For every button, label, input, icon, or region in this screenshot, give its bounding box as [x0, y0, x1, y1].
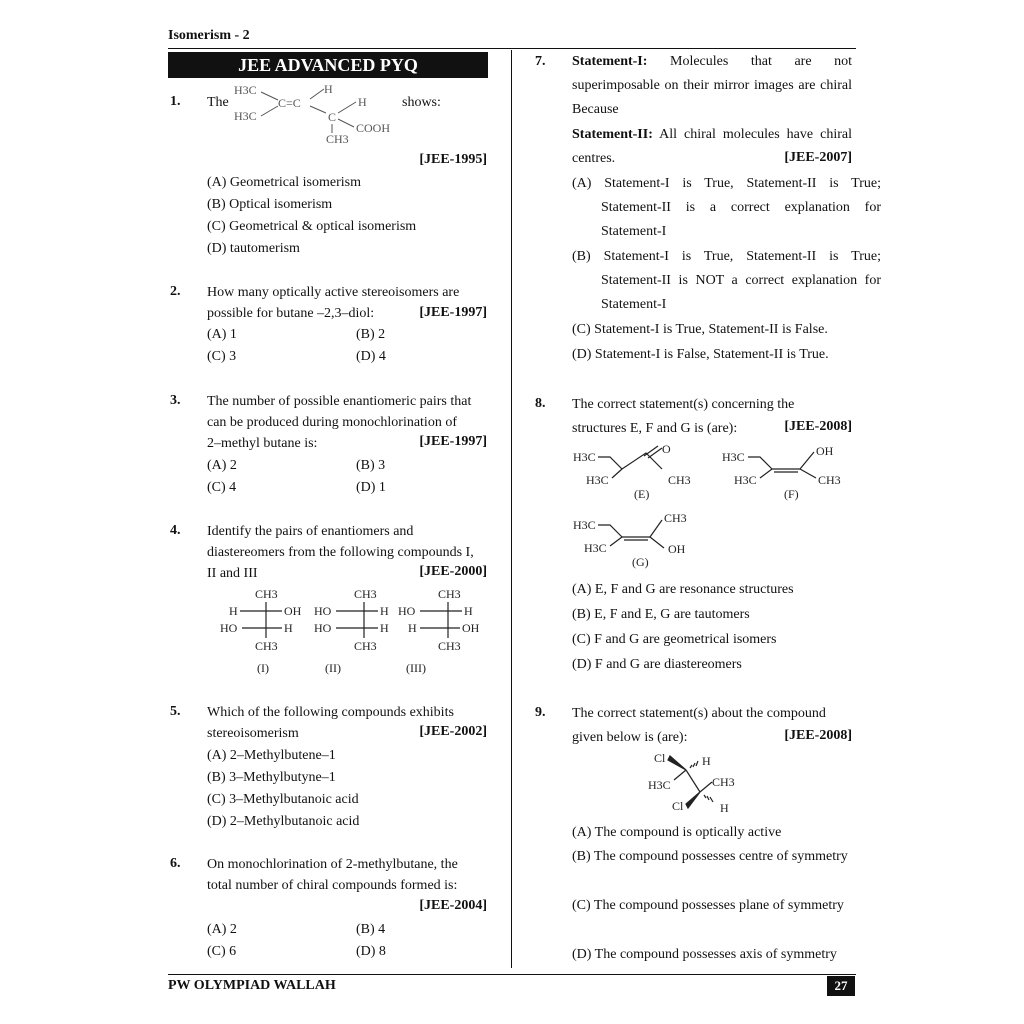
- question-source: [JEE-2004]: [419, 898, 487, 913]
- question-text-line: How many optically active stereoisomers are: [207, 285, 460, 300]
- question-number: 9.: [535, 705, 546, 720]
- q1-structure-diagram: [228, 80, 408, 150]
- option: (C) F and G are geometrical isomers: [572, 632, 777, 647]
- question-source: [JEE-2008]: [784, 419, 852, 434]
- q1-label: CH3: [326, 132, 349, 146]
- question-number: 5.: [170, 704, 181, 719]
- fischer-label: CH3: [255, 587, 278, 601]
- question-text-line: possible for butane –2,3–diol:: [207, 306, 375, 321]
- q1-lead-text: The: [207, 95, 229, 110]
- structure-E-label: O: [662, 442, 671, 456]
- fischer-label: OH: [284, 604, 302, 618]
- fischer-label: H: [229, 604, 238, 618]
- q9-label: CH3: [712, 775, 735, 789]
- q4-fischer-projections: [212, 584, 502, 679]
- question-number: 1.: [170, 94, 181, 109]
- option: (B) 2: [356, 327, 386, 342]
- footer-publisher: PW OLYMPIAD WALLAH: [168, 978, 336, 993]
- page-number: 27: [827, 976, 855, 996]
- structure-G-label: H3C: [573, 518, 596, 532]
- option: (D) Statement-I is False, Statement-II is True.: [572, 347, 829, 362]
- structure-E-name: (E): [634, 487, 650, 501]
- fischer-label: HO: [398, 604, 416, 618]
- structure-E-label: H3C: [586, 473, 609, 487]
- option: (C) 3–Methylbutanoic acid: [207, 792, 359, 807]
- structure-E-label: CH3: [668, 473, 691, 487]
- option: (B) E, F and E, G are tautomers: [572, 607, 750, 622]
- structure-G-label: H3C: [584, 541, 607, 555]
- question-text-line: stereoisomerism: [207, 726, 299, 741]
- fischer-label: CH3: [438, 639, 461, 653]
- q9-label: Cl: [654, 751, 666, 765]
- q7-statement-1: [572, 50, 852, 122]
- q1-label: COOH: [356, 121, 391, 135]
- option: (D) tautomerism: [207, 241, 300, 256]
- fischer-label: (I): [257, 661, 269, 675]
- option: (D) 4: [356, 349, 386, 364]
- question-text-line: given below is (are):: [572, 730, 688, 745]
- structure-E-label: H3C: [573, 450, 596, 464]
- option: (A) 2–Methylbutene–1: [207, 748, 336, 763]
- fischer-label: HO: [314, 621, 332, 635]
- question-source: [JEE-1997]: [419, 305, 487, 320]
- option: (C) 3: [207, 349, 237, 364]
- q8-structures-diagram: [568, 440, 858, 570]
- question-text-line: Identify the pairs of enantiomers and: [207, 524, 414, 539]
- chapter-header: Isomerism - 2: [168, 28, 250, 43]
- question-text-line: The correct statement(s) concerning the: [572, 397, 795, 412]
- option: (A) 2: [207, 458, 237, 473]
- section-title: JEE ADVANCED PYQ: [168, 52, 488, 78]
- fischer-label: HO: [220, 621, 238, 635]
- fischer-label: H: [380, 604, 389, 618]
- option: (B) 4: [356, 922, 386, 937]
- option: (B) 3: [356, 458, 386, 473]
- question-source: [JEE-1995]: [419, 152, 487, 167]
- option: (D) 1: [356, 480, 386, 495]
- fischer-label: CH3: [354, 587, 377, 601]
- question-number: 4.: [170, 523, 181, 538]
- question-number: 6.: [170, 856, 181, 871]
- fischer-label: H: [408, 621, 417, 635]
- question-text-line: On monochlorination of 2-methylbutane, the: [207, 857, 458, 872]
- structure-F-label: OH: [816, 444, 834, 458]
- fischer-label: CH3: [255, 639, 278, 653]
- fischer-label: OH: [462, 621, 480, 635]
- q1-tail-text: shows:: [402, 95, 441, 110]
- question-source: [JEE-2002]: [419, 724, 487, 739]
- header-rule: [168, 48, 856, 49]
- q1-label: H3C: [234, 83, 257, 97]
- structure-F-label: CH3: [818, 473, 841, 487]
- question-text-line: Which of the following compounds exhibits: [207, 705, 454, 720]
- option: (C) 6: [207, 944, 237, 959]
- option: (B) Statement-I is True, Statement-II is True; Statement-II is NOT a correct explanation for Statement-I: [572, 249, 881, 312]
- option: (A) The compound is optically active: [572, 825, 782, 840]
- option: (D) F and G are diastereomers: [572, 657, 742, 672]
- option: (A) Statement-I is True, Statement-II is True; Statement-II is a correct explanation for Statement-I: [572, 176, 881, 239]
- fischer-label: H: [464, 604, 473, 618]
- question-number: 7.: [535, 54, 546, 69]
- structure-F-label: H3C: [722, 450, 745, 464]
- fischer-label: (II): [325, 661, 341, 675]
- question-text-line: diastereomers from the following compounds I,: [207, 545, 474, 560]
- q9-label: H: [702, 754, 711, 768]
- option: (C) Statement-I is True, Statement-II is False.: [572, 322, 828, 337]
- option: (C) The compound possesses plane of symmetry: [572, 898, 844, 913]
- option: (C) 4: [207, 480, 237, 495]
- q9-label: H3C: [648, 778, 671, 792]
- question-text-line: The number of possible enantiomeric pairs that: [207, 394, 472, 409]
- question-text-line: 2–methyl butane is:: [207, 436, 318, 451]
- option: (D) 8: [356, 944, 386, 959]
- question-text-line: structures E, F and G is (are):: [572, 421, 738, 436]
- fischer-label: (III): [406, 661, 426, 675]
- question-source: [JEE-2008]: [784, 728, 852, 743]
- q9-label: H: [720, 801, 729, 815]
- structure-F-label: H3C: [734, 473, 757, 487]
- option: (A) 2: [207, 922, 237, 937]
- question-text-line: total number of chiral compounds formed is:: [207, 878, 458, 893]
- q1-label: C=C: [278, 96, 301, 110]
- option: (D) 2–Methylbutanoic acid: [207, 814, 360, 829]
- question-number: 8.: [535, 396, 546, 411]
- fischer-label: H: [380, 621, 389, 635]
- option: (B) 3–Methylbutyne–1: [207, 770, 336, 785]
- option: (A) E, F and G are resonance structures: [572, 582, 794, 597]
- option: (B) The compound possesses centre of symmetry: [572, 849, 848, 864]
- option: (C) Geometrical & optical isomerism: [207, 219, 417, 234]
- option: (D) The compound possesses axis of symmetry: [572, 947, 837, 962]
- q1-label: H: [358, 95, 367, 109]
- statement-1-text: Molecules that are not superimposable on their mirror images are chiral Because: [572, 54, 853, 117]
- question-source: [JEE-2007]: [784, 150, 852, 165]
- q9-label: Cl: [672, 799, 684, 813]
- structure-G-label: CH3: [664, 511, 687, 525]
- question-number: 3.: [170, 393, 181, 408]
- question-number: 2.: [170, 284, 181, 299]
- statement-2-label: Statement-II:: [572, 127, 653, 142]
- fischer-label: HO: [314, 604, 332, 618]
- question-source: [JEE-1997]: [419, 434, 487, 449]
- option: (A) Geometrical isomerism: [207, 175, 361, 190]
- statement-1-label: Statement-I:: [572, 54, 648, 69]
- structure-G-label: OH: [668, 542, 686, 556]
- question-text-line: II and III: [207, 566, 258, 581]
- question-text-line: The correct statement(s) about the compound: [572, 706, 826, 721]
- question-source: [JEE-2000]: [419, 564, 487, 579]
- option: (A) 1: [207, 327, 237, 342]
- fischer-label: CH3: [354, 639, 377, 653]
- fischer-label: CH3: [438, 587, 461, 601]
- column-divider: [511, 50, 512, 968]
- structure-G-name: (G): [632, 555, 649, 569]
- option: (B) Optical isomerism: [207, 197, 333, 212]
- q9-structure-diagram: [640, 746, 760, 820]
- q1-label: C: [328, 110, 337, 124]
- q1-label: H3C: [234, 109, 257, 123]
- footer-rule: [168, 974, 856, 975]
- fischer-label: H: [284, 621, 293, 635]
- statement-2-text: All chiral molecules have chiral centres.: [572, 127, 852, 166]
- question-text-line: can be produced during monochlorination of: [207, 415, 457, 430]
- q1-label: H: [324, 82, 333, 96]
- structure-F-name: (F): [784, 487, 799, 501]
